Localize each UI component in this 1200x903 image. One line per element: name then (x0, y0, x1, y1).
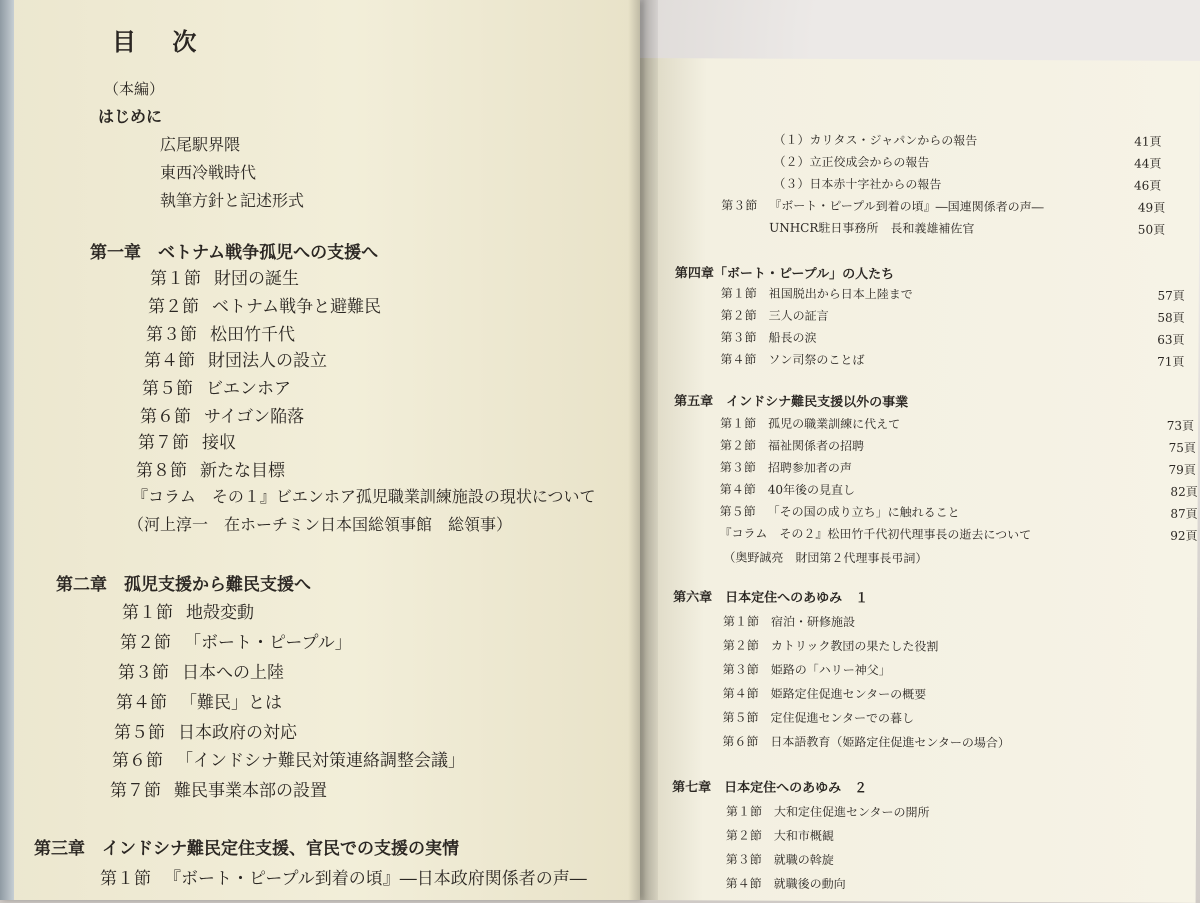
intro-item: 東西冷戦時代 (160, 163, 257, 182)
page-number: 44頁 (1134, 156, 1162, 171)
toc-section: 第６節 サイゴン陥落 (140, 407, 305, 427)
toc-column-note: （奥野誠亮 財団第２代理事長弔詞） (723, 550, 928, 566)
chapter-heading: 第四章「ボート・ピープル」の人たち (674, 266, 895, 283)
toc-section: 第３節 日本への上陸 (118, 663, 284, 683)
toc-entry: UNHCR駐日事務所 長和義雄補佐官 (769, 220, 975, 236)
toc-section: 第１節 孤児の職業訓練に代えて (720, 416, 901, 432)
toc-section: 第２節 「ボート・ピープル」 (120, 633, 352, 653)
toc-section: 第５節 定住促進センターでの暮し (722, 710, 915, 726)
toc-section: 第５節 「その国の成り立ち」に触れること (719, 504, 960, 520)
page-number: 63頁 (1157, 332, 1185, 347)
toc-section: 第４節 財団法人の設立 (144, 351, 327, 371)
book-edge (0, 0, 14, 900)
chapter-heading: 第二章 孤児支援から難民支援へ (56, 575, 311, 595)
toc-section: 第５節 ビエンホア (142, 379, 291, 399)
toc-section: 第１節 大和定住促進センターの開所 (726, 804, 930, 820)
toc-section: 第３節 船長の涙 (720, 330, 817, 345)
right-page (636, 58, 1200, 903)
page-title: 目 次 (112, 27, 211, 56)
toc-section: 第７節 難民事業本部の設置 (110, 781, 327, 801)
page-number: 73頁 (1166, 418, 1195, 433)
page-number: 50頁 (1137, 222, 1166, 237)
toc-section: 第１節 『ボート・ピープル到着の頃』―日本政府関係者の声― (100, 869, 587, 889)
toc-section: 第３節 就職の斡旋 (725, 852, 834, 868)
toc-section: 第１節 財団の誕生 (150, 269, 299, 289)
intro-item: 広尾駅界隈 (160, 135, 241, 154)
page-number: 82頁 (1170, 484, 1198, 499)
chapter-heading: 第六章 日本定住へのあゆみ １ (673, 590, 869, 607)
intro-item: 執筆方針と記述形式 (160, 191, 305, 210)
toc-section: 第４節 40年後の見直し (719, 482, 856, 498)
toc-section: 第１節 宿泊・研修施設 (723, 614, 856, 630)
toc-section: 第６節 「インドシナ難民対策連絡調整会議」 (112, 751, 465, 771)
intro-heading: はじめに (98, 107, 163, 126)
toc-entry: （１）カリタス・ジャパンからの報告 (773, 132, 978, 148)
page-number: 71頁 (1157, 354, 1185, 369)
toc-section: 第２節 大和市概観 (725, 828, 834, 844)
toc-section: 第２節 福祉関係者の招聘 (719, 438, 865, 454)
page-number: 79頁 (1168, 462, 1196, 477)
page-number: 92頁 (1170, 528, 1198, 543)
page-number: 87頁 (1170, 506, 1198, 521)
page-number: 57頁 (1157, 288, 1185, 303)
chapter-heading: 第一章 ベトナム戦争孤児への支援へ (90, 243, 379, 263)
chapter-heading: 第三章 インドシナ難民定住支援、官民での支援の実情 (34, 839, 459, 859)
page-number: 49頁 (1137, 200, 1166, 215)
toc-column-note: （河上淳一 在ホーチミン日本国総領事館 総領事） (128, 515, 513, 534)
toc-section: 第４節 「難民」とは (116, 693, 282, 713)
toc-section: 第５節 日本政府の対応 (114, 723, 297, 743)
toc-section: 第８節 新たな目標 (136, 461, 285, 481)
page-number: 75頁 (1168, 440, 1197, 455)
chapter-heading: 第五章 インドシナ難民支援以外の事業 (674, 394, 909, 411)
toc-section: 第３節 招聘参加者の声 (719, 460, 852, 476)
toc-section: 第４節 就職後の動向 (725, 876, 846, 892)
page-number: 41頁 (1134, 134, 1162, 149)
page-number: 58頁 (1157, 310, 1185, 325)
toc-section: 第４節 姫路定住促進センターの概要 (722, 686, 927, 702)
toc-section: 第４節 ソン司祭のことば (720, 352, 865, 368)
toc-section: 第６節 日本語教育（姫路定住促進センターの場合） (722, 734, 1010, 750)
toc-entry: （２）立正佼成会からの報告 (773, 154, 930, 170)
toc-entry: （３）日本赤十字社からの報告 (773, 176, 942, 192)
toc-column: 『コラム その２』松田竹千代初代理事長の逝去について (719, 526, 1032, 543)
toc-section: 第２節 三人の証言 (720, 308, 829, 323)
toc-section: 第２節 ベトナム戦争と避難民 (148, 297, 382, 317)
toc-column: 『コラム その１』ビエンホア孤児職業訓練施設の現状について (132, 487, 596, 506)
part-label: （本編） (104, 80, 165, 98)
toc-section: 第２節 カトリック教団の果たした役割 (722, 638, 939, 654)
toc-section: 第３節 松田竹千代 (146, 325, 295, 345)
toc-section: 第３節 姫路の「ハリー神父」 (722, 662, 891, 678)
book-gutter-shadow (628, 0, 658, 900)
toc-section: 第７節 接収 (138, 433, 236, 453)
toc-section: 第３節 『ボート・ピープル到着の頃』―国連関係者の声― (721, 198, 1044, 215)
toc-section: 第１節 祖国脱出から日本上陸まで (720, 286, 913, 302)
toc-section: 第１節 地殻変動 (122, 603, 254, 623)
chapter-heading: 第七章 日本定住へのあゆみ ２ (672, 780, 868, 797)
page-number: 46頁 (1134, 178, 1162, 193)
